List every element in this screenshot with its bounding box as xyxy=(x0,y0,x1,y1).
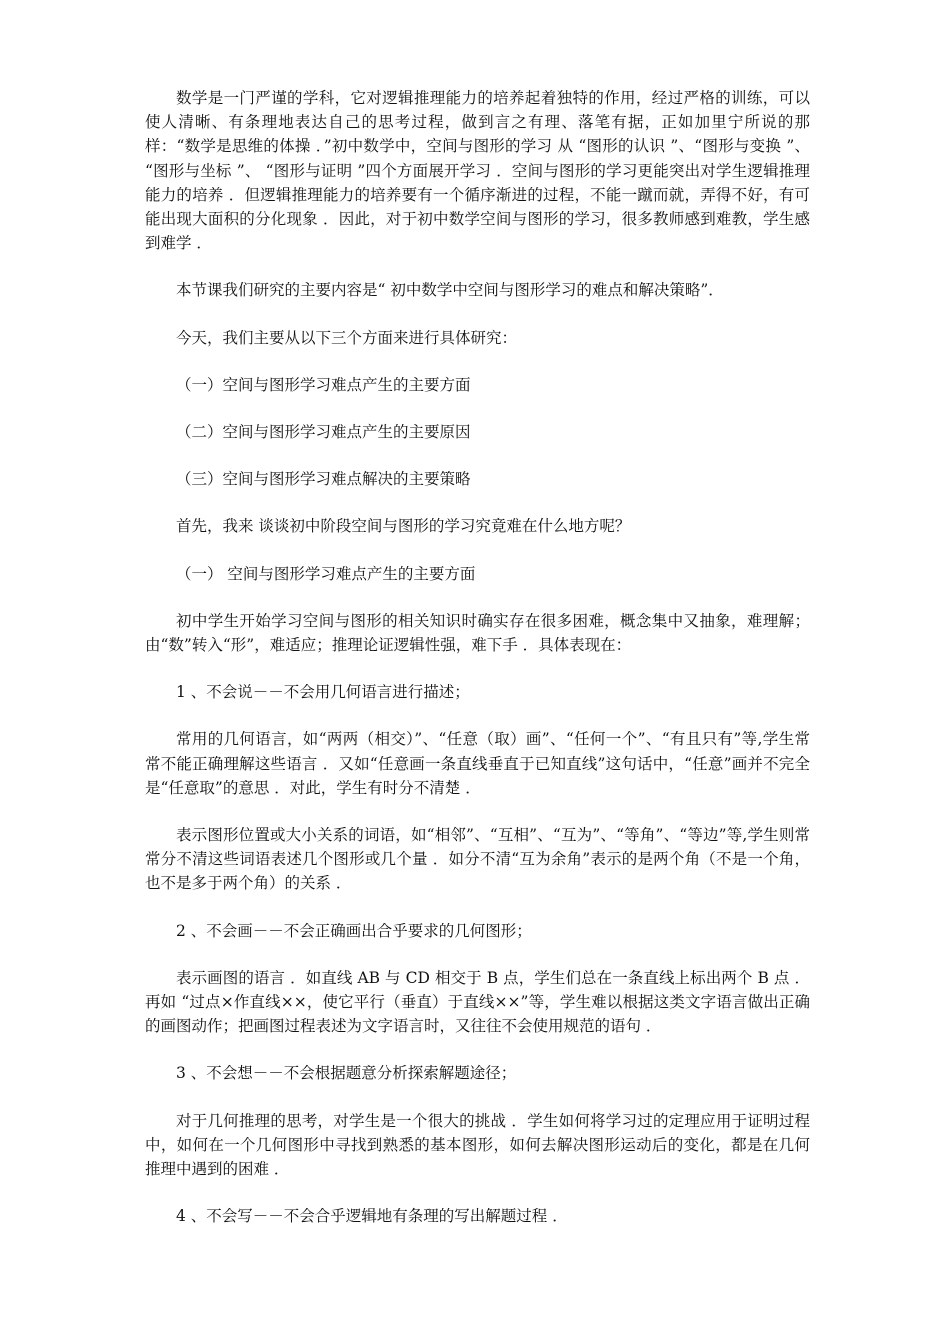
point-1-heading: 1 、不会说－－不会用几何语言进行描述； xyxy=(176,683,470,702)
intro-paragraph: 数学是一门严谨的学科，它对逻辑推理能力的培养起着独特的作用，经过严格的训练，可以使人清晰、有条理地表达自己的思考过程，做到言之有理、落笔有据，正如加里宁所说的那样：“数学是思维的体操 ．”初中数学中，空间与图形的学习 从 “图形的认识 ”、“图形与变换 ”、 “图形与坐标 ”、 “图形与证明 ”四个方面展开学习 ．空间与图形的学习更能突出对学生逻辑推理能力的培养 ．但逻辑推理能力的培养要有一个循序渐进的过程，不能一蹴而就，弄得不好，有可能出现大面积的分化现象 ．因此，对于初中数学空间与图形的学习，很多教师感到难教，学生感到难学 ． xyxy=(145,89,810,253)
overview-paragraph: 今天，我们主要从以下三个方面来进行具体研究： xyxy=(176,328,518,347)
question-paragraph: 首先，我来 谈谈初中阶段空间与图形的学习究竟难在什么地方呢？ xyxy=(176,517,631,536)
point-4-heading: 4 、不会写－－不会合乎逻辑地有条理的写出解题过程 ． xyxy=(176,1207,568,1226)
topic-paragraph: 本节课我们研究的主要内容是“ 初中数学中空间与图形学习的难点和解决策略”． xyxy=(176,281,724,300)
outline-item-2: （二）空间与图形学习难点产生的主要原因 xyxy=(176,423,471,442)
point-2-heading: 2 、不会画－－不会正确画出合乎要求的几何图形； xyxy=(176,921,532,940)
point-2-paragraph: 表示画图的语言 ．如直线 AB 与 CD 相交于 B 点，学生们总在一条直线上标出两个 B 点 ．再如 “过点×作直线××，使它平行（垂直）于直线××”等，学生难以根据这类文字语言做出正确的画图动作；把画图过程表述为文字语言时，又往往不会使用规范的语句 ． xyxy=(145,968,810,1036)
point-3-heading: 3 、不会想－－不会根据题意分析探索解题途径； xyxy=(176,1064,517,1083)
point-3-paragraph: 对于几何推理的思考，对学生是一个很大的挑战 ．学生如何将学习过的定理应用于证明过程中，如何在一个几何图形中寻找到熟悉的基本图形，如何去解决图形运动后的变化，都是在几何推理中遇到的困难 ． xyxy=(145,1111,810,1179)
outline-item-3: （三）空间与图形学习难点解决的主要策略 xyxy=(176,470,471,489)
point-1-paragraph-a: 常用的几何语言，如“两两（相交）”、“任意（取）画”、“任何一个”、“有且只有”等,学生常常不能正确理解这些语言 ．又如“任意画一条直线垂直于已知直线”这句话中，“任意”画并不完全是“任意取”的意思 ．对此，学生有时分不清楚 ． xyxy=(145,730,810,797)
point-1-paragraph-b: 表示图形位置或大小关系的词语，如“相邻”、“互相”、“互为”、“等角”、“等边”等,学生则常常分不清这些词语表述几个图形或几个量 ．如分不清“互为余角”表示的是两个角（不是一个角，也不是多于两个角）的关系 ． xyxy=(145,826,810,893)
section-heading-1: （一） 空间与图形学习难点产生的主要方面 xyxy=(176,564,476,583)
section-intro-paragraph: 初中学生开始学习空间与图形的相关知识时确实存在很多困难，概念集中又抽象，难理解；由“数”转入“形”，难适应；推理论证逻辑性强，难下手 ．具体表现在： xyxy=(145,611,810,655)
outline-item-1: （一）空间与图形学习难点产生的主要方面 xyxy=(176,375,471,394)
document-body xyxy=(145,86,810,1252)
